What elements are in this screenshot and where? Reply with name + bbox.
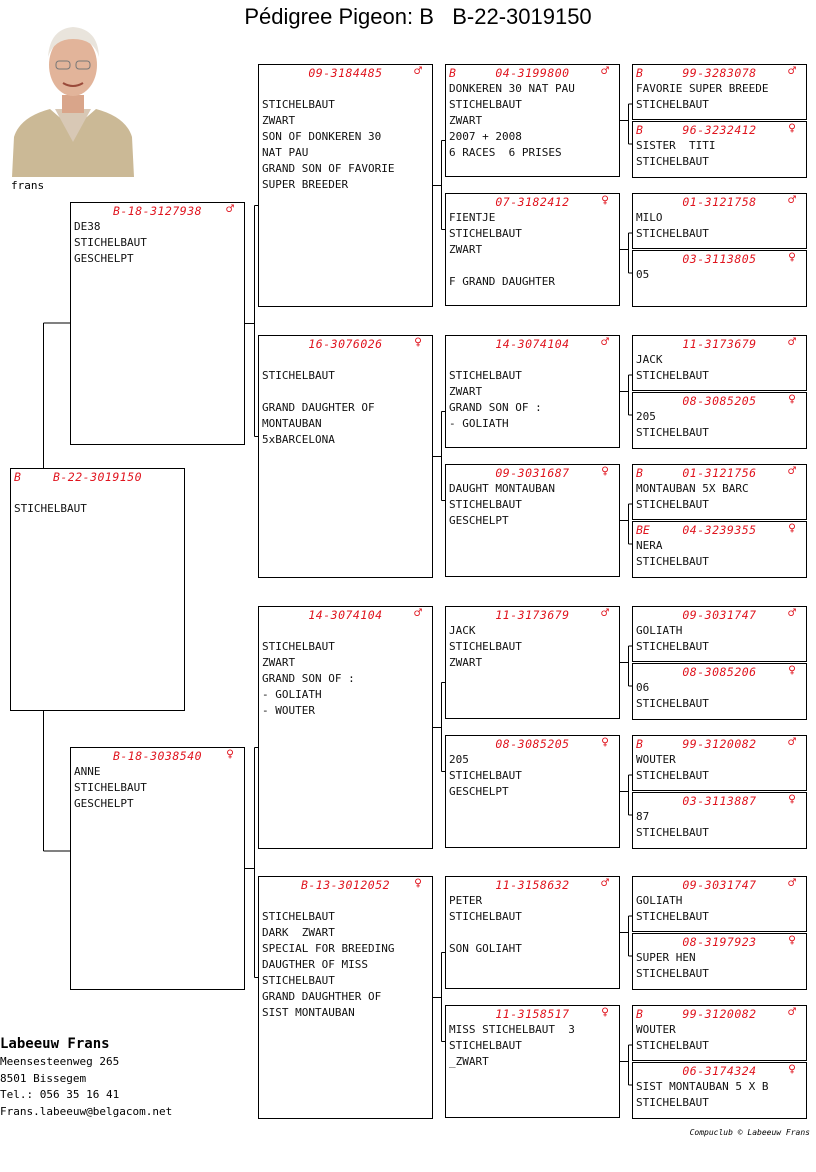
pigeon-info-line: [259, 384, 432, 400]
pigeon-header: [633, 934, 806, 950]
pigeon-great-great-grandparent[interactable]: [632, 464, 807, 520]
female-icon: ♀: [226, 747, 234, 762]
pigeon-info-line: [259, 623, 432, 639]
country-prefix: B: [636, 466, 643, 480]
pigeon-info-line: STICHELBAUT: [636, 227, 709, 240]
ring-number: B-22-3019150: [52, 470, 143, 484]
pigeon-info-line: SUPER BREEDER: [262, 178, 349, 191]
pigeon-info-line: STICHELBAUT: [636, 155, 709, 168]
pigeon-header: [259, 65, 432, 81]
pigeon-header: [633, 393, 806, 409]
pigeon-info-line: SIST MONTAUBAN: [262, 1006, 355, 1019]
pigeon-info-line: STICHELBAUT: [636, 98, 709, 111]
pigeon-info-line: 2007 + 2008: [449, 130, 522, 143]
ring-number: 09-3184485: [308, 66, 383, 80]
pigeon-header: [633, 736, 806, 752]
pigeon-info-line: 5xBARCELONA: [262, 433, 335, 446]
pigeon-great-grandparent[interactable]: [445, 464, 620, 577]
pigeon-info-line: 205: [636, 410, 656, 423]
pigeon-great-great-grandparent[interactable]: [632, 606, 807, 662]
pigeon-great-great-grandparent[interactable]: [632, 792, 807, 849]
country-prefix: BE: [636, 523, 650, 537]
male-icon: ♂: [601, 876, 609, 891]
pigeon-info-line: 6 RACES 6 PRISES: [449, 146, 562, 159]
ring-number: 08-3085205: [495, 737, 570, 751]
pigeon-great-great-grandparent[interactable]: [632, 392, 807, 449]
pigeon-info-line: STICHELBAUT: [449, 98, 522, 111]
breeder-email[interactable]: Frans.labeeuw@belgacom.net: [0, 1104, 173, 1118]
pigeon-info-line: SUPER HEN: [636, 951, 696, 964]
pigeon-header: [446, 465, 619, 481]
pigeon-header: [633, 1006, 806, 1022]
pigeon-info-line: STICHELBAUT: [449, 769, 522, 782]
ring-number: 14-3074104: [308, 608, 383, 622]
pigeon-info-line: ZWART: [449, 385, 483, 398]
pigeon-info-line: [446, 258, 619, 274]
pigeon-great-grandparent[interactable]: [445, 606, 620, 719]
ring-number: 04-3199800: [495, 66, 570, 80]
country-prefix: B: [636, 66, 643, 80]
pigeon-great-grandparent[interactable]: [445, 64, 620, 177]
pigeon-info-line: STICHELBAUT: [262, 974, 335, 987]
pigeon-great-great-grandparent[interactable]: [632, 933, 807, 990]
pigeon-header: [633, 122, 806, 138]
pigeon-header: [446, 1006, 619, 1022]
pigeon-info-line: STICHELBAUT: [636, 498, 709, 511]
male-icon: ♂: [788, 735, 796, 750]
ring-number: 09-3031687: [495, 466, 570, 480]
pigeon-info-line: STICHELBAUT: [636, 1096, 709, 1109]
pigeon-great-grandparent[interactable]: [445, 1005, 620, 1118]
pigeon-info-line: [259, 893, 432, 909]
pigeon-info-line: 87: [636, 810, 650, 823]
male-icon: ♂: [601, 335, 609, 350]
female-icon: ♀: [788, 1062, 796, 1077]
pigeon-info-line: STICHELBAUT: [449, 910, 522, 923]
pigeon-info-line: _ZWART: [449, 1055, 489, 1068]
pigeon-grandparent[interactable]: [258, 64, 433, 307]
pigeon-info-line: GRAND SON OF :: [449, 401, 542, 414]
pigeon-info-line: JACK: [449, 624, 476, 637]
pigeon-info-line: ANNE: [74, 765, 101, 778]
pigeon-info-line: DONKEREN 30 NAT PAU: [449, 82, 575, 95]
pigeon-header: [633, 194, 806, 210]
male-icon: ♂: [601, 606, 609, 621]
female-icon: ♀: [788, 392, 796, 407]
female-icon: ♀: [788, 250, 796, 265]
pigeon-dam[interactable]: [70, 747, 245, 990]
pigeon-info-line: DAUGTHER OF MISS: [262, 958, 368, 971]
pigeon-info-line: [11, 485, 184, 501]
pigeon-info-line: STICHELBAUT: [74, 781, 147, 794]
breeder-phone: Tel.: 056 35 16 41: [0, 1088, 120, 1101]
ring-number: 11-3173679: [682, 337, 757, 351]
pigeon-info-line: ZWART: [262, 114, 296, 127]
ring-number: 03-3113887: [682, 794, 757, 808]
pigeon-grandparent[interactable]: [258, 606, 433, 849]
ring-number: 16-3076026: [308, 337, 383, 351]
pigeon-info-line: GRAND SON OF :: [262, 672, 355, 685]
ring-number: 06-3174324: [682, 1064, 757, 1078]
pigeon-header: [259, 877, 432, 893]
pigeon-info-line: ZWART: [449, 114, 483, 127]
ring-number: B-13-3012052: [300, 878, 391, 892]
pigeon-header: [633, 877, 806, 893]
ring-number: 99-3120082: [682, 1007, 757, 1021]
pigeon-header: [633, 664, 806, 680]
ring-number: 09-3031747: [682, 878, 757, 892]
pigeon-info-line: SPECIAL FOR BREEDING: [262, 942, 395, 955]
pigeon-info-line: GRAND SON OF FAVORIE: [262, 162, 395, 175]
pigeon-info-line: - GOLIATH: [449, 417, 509, 430]
ring-number: 11-3173679: [495, 608, 570, 622]
pigeon-info-line: WOUTER: [636, 753, 676, 766]
ring-number: 07-3182412: [495, 195, 570, 209]
pigeon-header: [446, 877, 619, 893]
female-icon: ♀: [414, 335, 422, 350]
female-icon: ♀: [601, 735, 609, 750]
pigeon-info-line: [446, 925, 619, 941]
pigeon-info-line: STICHELBAUT: [636, 826, 709, 839]
ring-number: 09-3031747: [682, 608, 757, 622]
ring-number: 08-3197923: [682, 935, 757, 949]
pigeon-grandparent[interactable]: [258, 876, 433, 1119]
pigeon-info-line: MONTAUBAN: [262, 417, 322, 430]
pigeon-great-great-grandparent[interactable]: [632, 64, 807, 120]
pigeon-info-line: ZWART: [449, 656, 483, 669]
female-icon: ♀: [788, 933, 796, 948]
male-icon: ♂: [788, 1005, 796, 1020]
breeder-city: 8501 Bissegem: [0, 1071, 87, 1085]
pigeon-info-line: MISS STICHELBAUT 3: [449, 1023, 575, 1036]
pigeon-header: [71, 203, 244, 219]
pigeon-info-line: STICHELBAUT: [636, 555, 709, 568]
ring-number: B-18-3127938: [112, 204, 203, 218]
pigeon-info-line: GESCHELPT: [74, 797, 134, 810]
male-icon: ♂: [226, 202, 234, 217]
pigeon-header: [446, 607, 619, 623]
ring-number: B-18-3038540: [112, 749, 203, 763]
ring-number: 08-3085206: [682, 665, 757, 679]
pigeon-great-great-grandparent[interactable]: [632, 1005, 807, 1061]
ring-number: 01-3121758: [682, 195, 757, 209]
pigeon-great-great-grandparent[interactable]: [632, 193, 807, 249]
pigeon-info-line: STICHELBAUT: [262, 369, 335, 382]
pigeon-header: [446, 194, 619, 210]
pigeon-info-line: MILO: [636, 211, 663, 224]
pigeon-info-line: STICHELBAUT: [636, 426, 709, 439]
pigeon-info-line: GRAND DAUGHTHER OF: [262, 990, 382, 1003]
pigeon-info-line: SON OF DONKEREN 30: [262, 130, 382, 143]
pigeon-great-great-grandparent[interactable]: [632, 250, 807, 307]
pigeon-info-line: SIST MONTAUBAN 5 X B: [636, 1080, 769, 1093]
pigeon-info-line: MONTAUBAN 5X BARC: [636, 482, 749, 495]
pigeon-info-line: DE38: [74, 220, 101, 233]
pigeon-info-line: GESCHELPT: [74, 252, 134, 265]
pigeon-info-line: GESCHELPT: [449, 514, 509, 527]
male-icon: ♂: [414, 606, 422, 621]
pigeon-grandparent[interactable]: [258, 335, 433, 578]
female-icon: ♀: [788, 663, 796, 678]
page-title: Pédigree Pigeon: B B-22-3019150: [244, 4, 592, 29]
ring-number: 01-3121756: [682, 466, 757, 480]
pigeon-great-great-grandparent[interactable]: [632, 876, 807, 932]
pigeon-header: [259, 607, 432, 623]
pigeon-info-line: GESCHELPT: [449, 785, 509, 798]
pigeon-great-great-grandparent[interactable]: [632, 735, 807, 791]
female-icon: ♀: [788, 792, 796, 807]
pigeon-header: [71, 748, 244, 764]
pigeon-great-great-grandparent[interactable]: [632, 335, 807, 391]
male-icon: ♂: [788, 606, 796, 621]
pigeon-great-great-grandparent[interactable]: [632, 521, 807, 578]
country-prefix: B: [14, 470, 21, 484]
pigeon-subject[interactable]: [10, 468, 185, 711]
pigeon-header: [633, 465, 806, 481]
pigeon-header: [633, 251, 806, 267]
ring-number: 08-3085205: [682, 394, 757, 408]
photo-caption: frans: [11, 179, 45, 192]
male-icon: ♂: [601, 64, 609, 79]
ring-number: 11-3158517: [495, 1007, 570, 1021]
pigeon-info-line: SON GOLIAHT: [449, 942, 522, 955]
pigeon-info-line: GRAND DAUGHTER OF: [262, 401, 375, 414]
pigeon-sire[interactable]: [70, 202, 245, 445]
ring-number: 99-3120082: [682, 737, 757, 751]
breeder-address: Meensesteenweg 265: [0, 1055, 120, 1068]
female-icon: ♀: [601, 1005, 609, 1020]
pigeon-info-line: STICHELBAUT: [74, 236, 147, 249]
pigeon-info-line: [446, 352, 619, 368]
pigeon-header: [633, 1063, 806, 1079]
country-prefix: B: [449, 66, 456, 80]
pigeon-great-grandparent[interactable]: [445, 193, 620, 306]
pigeon-great-grandparent[interactable]: [445, 735, 620, 848]
pigeon-info-line: STICHELBAUT: [449, 1039, 522, 1052]
pigeon-great-grandparent[interactable]: [445, 335, 620, 448]
female-icon: ♀: [788, 521, 796, 536]
pigeon-header: [446, 736, 619, 752]
pigeon-info-line: 05: [636, 268, 650, 281]
pigeon-info-line: WOUTER: [636, 1023, 676, 1036]
ring-number: 11-3158632: [495, 878, 570, 892]
pigeon-info-line: NAT PAU: [262, 146, 309, 159]
country-prefix: B: [636, 1007, 643, 1021]
pigeon-header: [633, 65, 806, 81]
pigeon-info-line: STICHELBAUT: [636, 640, 709, 653]
pigeon-info-line: STICHELBAUT: [449, 227, 522, 240]
pigeon-info-line: FAVORIE SUPER BREEDE: [636, 82, 769, 95]
pigeon-info-line: DARK ZWART: [262, 926, 335, 939]
male-icon: ♂: [788, 876, 796, 891]
pigeon-header: [633, 336, 806, 352]
pigeon-info-line: ZWART: [262, 656, 296, 669]
pigeon-info-line: NERA: [636, 539, 663, 552]
male-icon: ♂: [414, 64, 422, 79]
pigeon-info-line: FIENTJE: [449, 211, 496, 224]
pigeon-info-line: STICHELBAUT: [449, 369, 522, 382]
pigeon-info-line: STICHELBAUT: [262, 640, 335, 653]
pigeon-info-line: DAUGHT MONTAUBAN: [449, 482, 555, 495]
pigeon-info-line: STICHELBAUT: [636, 369, 709, 382]
male-icon: ♂: [788, 64, 796, 79]
pigeon-header: [446, 336, 619, 352]
pigeon-info-line: - GOLIATH: [262, 688, 322, 701]
pigeon-info-line: SISTER TITI: [636, 139, 716, 152]
male-icon: ♂: [788, 464, 796, 479]
pigeon-info-line: STICHELBAUT: [636, 769, 709, 782]
country-prefix: B: [636, 737, 643, 751]
pigeon-header: [11, 469, 184, 485]
pigeon-header: [633, 607, 806, 623]
male-icon: ♂: [788, 335, 796, 350]
male-icon: ♂: [788, 193, 796, 208]
ring-number: 04-3239355: [682, 523, 757, 537]
female-icon: ♀: [788, 121, 796, 136]
pigeon-great-great-grandparent[interactable]: [632, 663, 807, 720]
pigeon-header: [633, 522, 806, 538]
pigeon-info-line: [259, 81, 432, 97]
female-icon: ♀: [414, 876, 422, 891]
pigeon-info-line: PETER: [449, 894, 483, 907]
pigeon-great-grandparent[interactable]: [445, 876, 620, 989]
pigeon-info-line: [259, 352, 432, 368]
pigeon-info-line: 205: [449, 753, 469, 766]
pigeon-info-line: F GRAND DAUGHTER: [449, 275, 555, 288]
pigeon-info-line: STICHELBAUT: [262, 98, 335, 111]
pigeon-info-line: GOLIATH: [636, 624, 683, 637]
pigeon-info-line: - WOUTER: [262, 704, 315, 717]
pigeon-info-line: STICHELBAUT: [636, 910, 709, 923]
pigeon-info-line: STICHELBAUT: [449, 640, 522, 653]
pigeon-info-line: STICHELBAUT: [449, 498, 522, 511]
pigeon-header: [259, 336, 432, 352]
ring-number: 14-3074104: [495, 337, 570, 351]
pigeon-great-great-grandparent[interactable]: [632, 121, 807, 178]
country-prefix: B: [636, 123, 643, 137]
ring-number: 03-3113805: [682, 252, 757, 266]
female-icon: ♀: [601, 193, 609, 208]
pigeon-info-line: STICHELBAUT: [14, 502, 87, 515]
pigeon-info-line: STICHELBAUT: [636, 967, 709, 980]
pigeon-header: [633, 793, 806, 809]
pigeon-info-line: STICHELBAUT: [262, 910, 335, 923]
ring-number: 96-3232412: [682, 123, 757, 137]
pigeon-info-line: STICHELBAUT: [636, 697, 709, 710]
pigeon-info-line: JACK: [636, 353, 663, 366]
pigeon-great-great-grandparent[interactable]: [632, 1062, 807, 1119]
pigeon-header: [446, 65, 619, 81]
ring-number: 99-3283078: [682, 66, 757, 80]
pigeon-info-line: GOLIATH: [636, 894, 683, 907]
pigeon-info-line: ZWART: [449, 243, 483, 256]
breeder-name: Labeeuw Frans: [0, 1036, 110, 1052]
female-icon: ♀: [601, 464, 609, 479]
pigeon-info-line: 06: [636, 681, 650, 694]
pigeon-info-line: STICHELBAUT: [636, 1039, 709, 1052]
credit: Compuclub © Labeeuw Frans: [689, 1128, 810, 1137]
breeder-info: [0, 1034, 172, 1120]
